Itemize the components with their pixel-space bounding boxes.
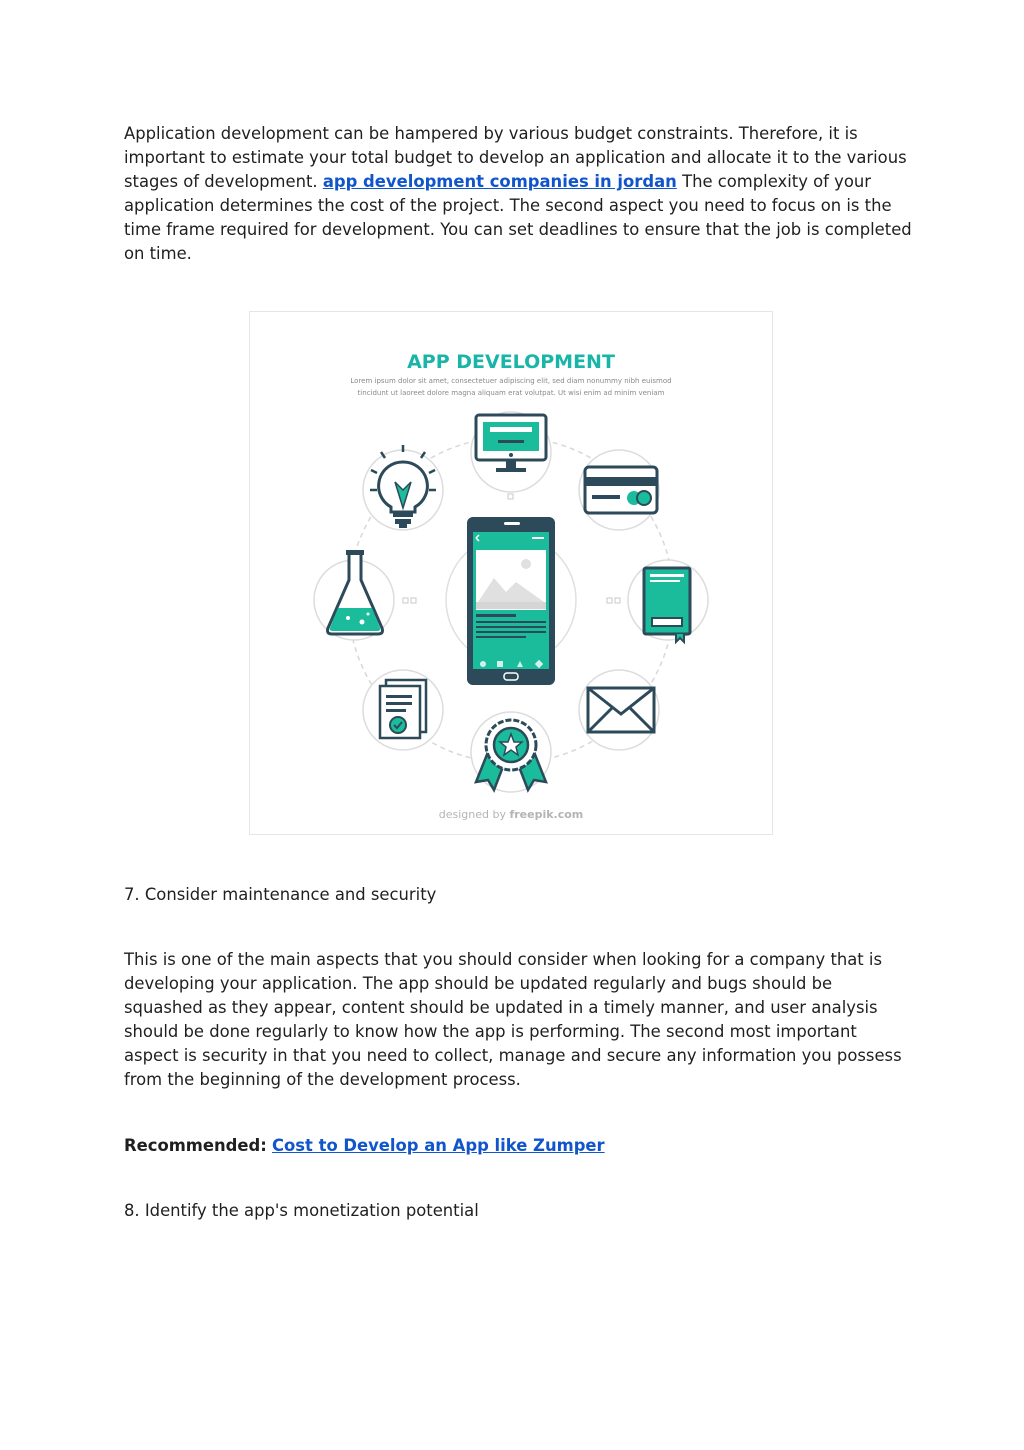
section-8-heading: 8. Identify the app's monetization potential: [124, 1201, 479, 1220]
section-7-heading: 7. Consider maintenance and security: [124, 885, 437, 904]
app-development-companies-link[interactable]: app development companies in jordan: [322, 172, 677, 191]
intro-paragraph: [124, 122, 914, 266]
app-development-infographic: [249, 311, 773, 835]
documents-check-icon: [380, 680, 426, 738]
recommended-label: Recommended:: [124, 1136, 267, 1155]
credit-card-icon: [585, 467, 657, 513]
maintenance-security-paragraph: This is one of the main aspects that you should consider when looking for a company that is developing your application. The app should be updated regularly and bugs should be squashed as they appear, content should be updated in a timely manner, and user analysis should be done regularly to know how the app is performing. The second most important aspect is security in that you need to collect, manage and secure any information you possess from the beginning of the development process.: [124, 950, 902, 1089]
book-icon: [644, 568, 690, 642]
freepik-credit: designed by freepik.com: [438, 808, 584, 821]
infographic-title: APP DEVELOPMENT: [407, 351, 615, 373]
smartphone-icon: [467, 517, 555, 685]
intro-text-before-link: Application development can be hampered by various budget constraints. Therefore, it is important to estimate your total budget to develop an application and allocate it to the various stages of development.: [124, 124, 907, 191]
intro-text-after-link: The complexity of your application determines the cost of the project. The second aspect you need to focus on is the time frame required for development. You can set deadlines to ensure that the job is completed on time.: [124, 172, 912, 263]
infographic-subtitle-line2: tincidunt ut laoreet dolore magna aliquam erat volutpat. Ut wisi enim ad minim veniam: [357, 389, 665, 397]
envelope-icon: [588, 688, 654, 732]
recommended-line: [124, 1134, 914, 1158]
zumper-cost-link[interactable]: Cost to Develop an App like Zumper: [272, 1136, 605, 1155]
infographic-subtitle-line1: Lorem ipsum dolor sit amet, consectetuer adipiscing elit, sed diam nonummy nibh euismod: [350, 377, 672, 385]
